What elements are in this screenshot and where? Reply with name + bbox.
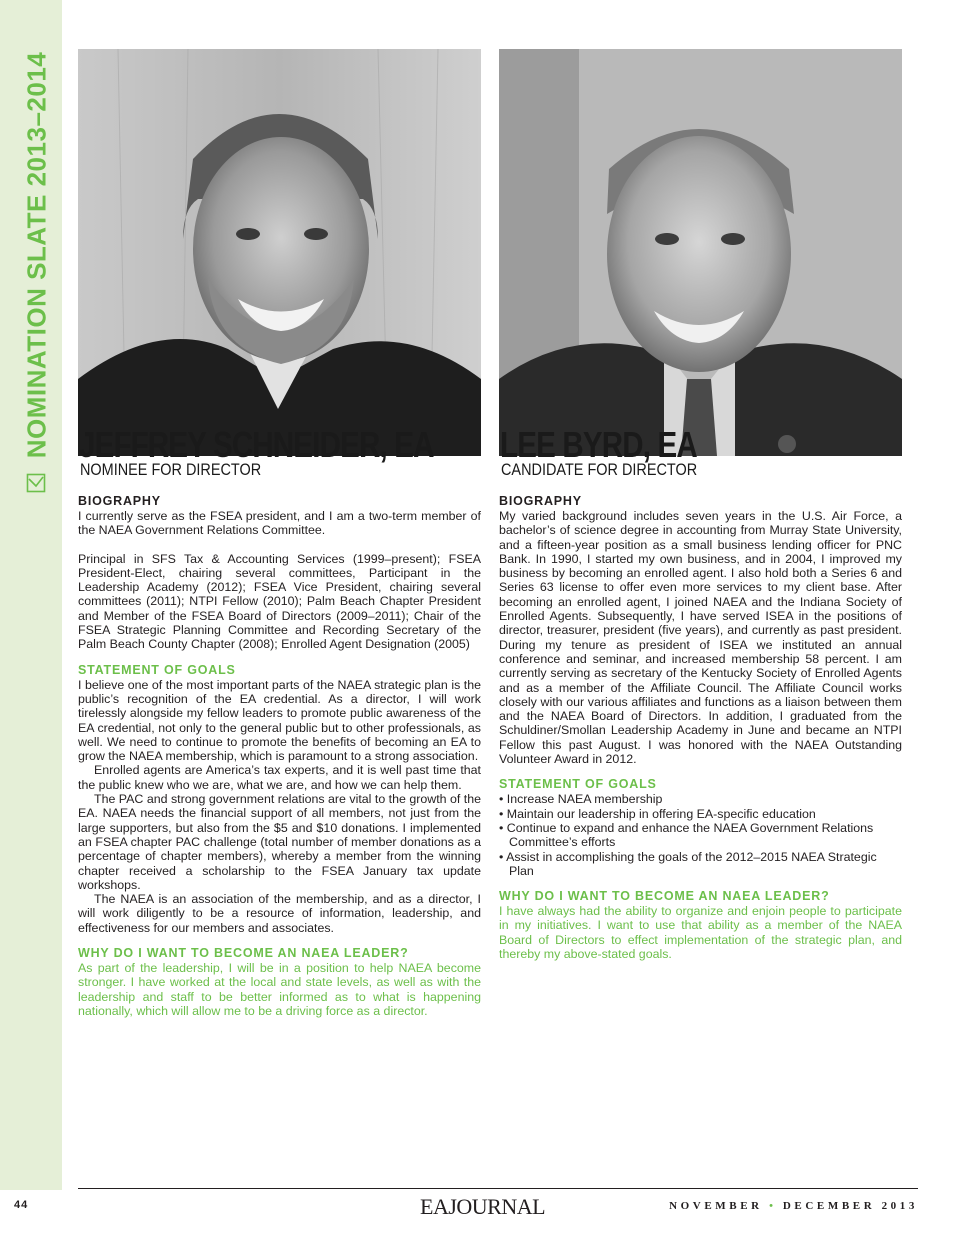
why-heading: WHY DO I WANT TO BECOME AN NAEA LEADER?	[78, 946, 409, 961]
biography-paragraph: I currently serve as the FSEA president, and I am a two-term member of the NAEA Government Relations Committee.	[78, 509, 481, 538]
candidate-statement	[499, 493, 902, 961]
issue-month-start: NOVEMBER	[669, 1200, 763, 1212]
portrait-photo	[499, 49, 902, 456]
goals-heading: STATEMENT OF GOALS	[78, 662, 236, 677]
biography-paragraph: My varied background includes seven years in the U.S. Air Force, a bachelor’s of science degree in accounting from Murray State University, and a fifteen-year position as a small business lending officer for PNC Bank. In 1990, I started my own business, and in 2004, I improved my business by becoming an enrolled agent. I also hold both a Series 6 and Series 63 license to offer even more services to my client base. After becoming an enrolled agent, I joined NAEA and the Indiana Society of Enrolled Agents. Subsequently, I have served ISEA in the positions of director, treasurer, president (five years), and currently as past president. During my tenure as president of ISEA we instituted an annual conference and seminar, and increased membership 58 percent. I am currently serving as secretary of the Kentucky Society of Enrolled Agents and as a member of the Affiliate Council. The Affiliate Council works closely with our various affiliates and functions as a liaison between them and the NAEA Board of Directors. In addition, I graduated from the Schuldiner/Smollan Leadership Academy in June and became an NTPI Fellow this past August. I was honored with the NAEA Outstanding Volunteer Award in 2012.	[499, 509, 902, 767]
biography-heading: BIOGRAPHY	[499, 494, 582, 508]
list-item: • Increase NAEA membership	[499, 792, 663, 807]
goals-list	[499, 792, 902, 878]
journal-logo: EAJOURNAL	[420, 1194, 546, 1219]
issue-month-end: DECEMBER 2013	[782, 1200, 918, 1212]
issue-date	[669, 1200, 918, 1212]
biography-heading: BIOGRAPHY	[78, 494, 161, 508]
list-item: • Continue to expand and enhance the NAEA Government Relations Committee’s efforts	[499, 820, 874, 850]
why-paragraph: As part of the leadership, I will be in a position to help NAEA become stronger. I have worked at the local and state levels, as well as with the leadership and staff to be better informed as to what is happening nationally, which will allow me to be a driving force as a director.	[78, 961, 481, 1018]
list-item: • Assist in accomplishing the goals of the 2012–2015 NAEA Strategic Plan	[499, 849, 877, 878]
candidate-name: LEE BYRD, EA	[500, 424, 697, 465]
issue-separator: •	[769, 1200, 777, 1212]
list-item: • Maintain our leadership in offering EA-specific education	[499, 806, 816, 821]
goals-paragraph: The NAEA is an association of the membership, and as a director, I will work diligently to be a resource of information, leadership, and effectiveness for our members and associates.	[78, 892, 481, 935]
biography-paragraph: Principal in SFS Tax & Accounting Services (1999–present); FSEA President-Elect, chairing several committees, Participant in the Leadership Academy (2012); FSEA Vice President, chairing several committees (2011); NTPI Fellow (2010); Palm Beach Chapter President and Member of the FSEA Board of Directors (2009–2011); Chair of the FSEA Strategic Planning Committee and Recording Secretary of the Palm Beach County Chapter (2008); Enrolled Agent Designation (2005)	[78, 551, 481, 652]
nominee-role: NOMINEE FOR DIRECTOR	[80, 460, 262, 479]
nominee-name: JEFFREY SCHNEIDER, EA	[79, 424, 434, 465]
why-heading: WHY DO I WANT TO BECOME AN NAEA LEADER?	[499, 889, 830, 904]
nominee-statement	[78, 493, 481, 1018]
envelope-icon	[26, 473, 46, 493]
goals-paragraph: The PAC and strong government relations are vital to the growth of the EA. NAEA needs the financial support of all members, not just from the large supporters, but also from the $5 and $10 donations. I implemented an FSEA chapter PAC challenge (total number of member donations as a percentage of chapter members), whereby a member from the winning chapter received a scholarship to the FSEA January tax update workshops.	[78, 792, 481, 892]
goals-heading: STATEMENT OF GOALS	[499, 777, 657, 792]
candidate-role: CANDIDATE FOR DIRECTOR	[501, 460, 698, 479]
why-paragraph: I have always had the ability to organize and enjoin people to participate in my initiatives. I want to use that ability as a member of the NAEA Board of Directors to effect implementation of the strategic plan, and thereby my above-stated goals.	[499, 904, 902, 962]
goals-paragraph: Enrolled agents are America’s tax experts, and it is well past time that the public knew who we are, what we are, and how we can help them.	[78, 763, 481, 792]
portrait-photo	[78, 49, 481, 456]
page-number: 44	[14, 1199, 29, 1211]
goals-paragraph: I believe one of the most important parts of the NAEA strategic plan is the public’s recognition of the EA credential. As a director, I will work tirelessly alongside my fellow leaders to promote public awareness of the EA credential, not only to the general public but to other professionals, as well. We need to continue to promote the benefits of becoming an EA to grow the NAEA membership, which is paramount to a strong association.	[78, 677, 481, 764]
footer-rule	[78, 1188, 918, 1189]
section-title: NOMINATION SLATE 2013–2014	[21, 51, 52, 459]
